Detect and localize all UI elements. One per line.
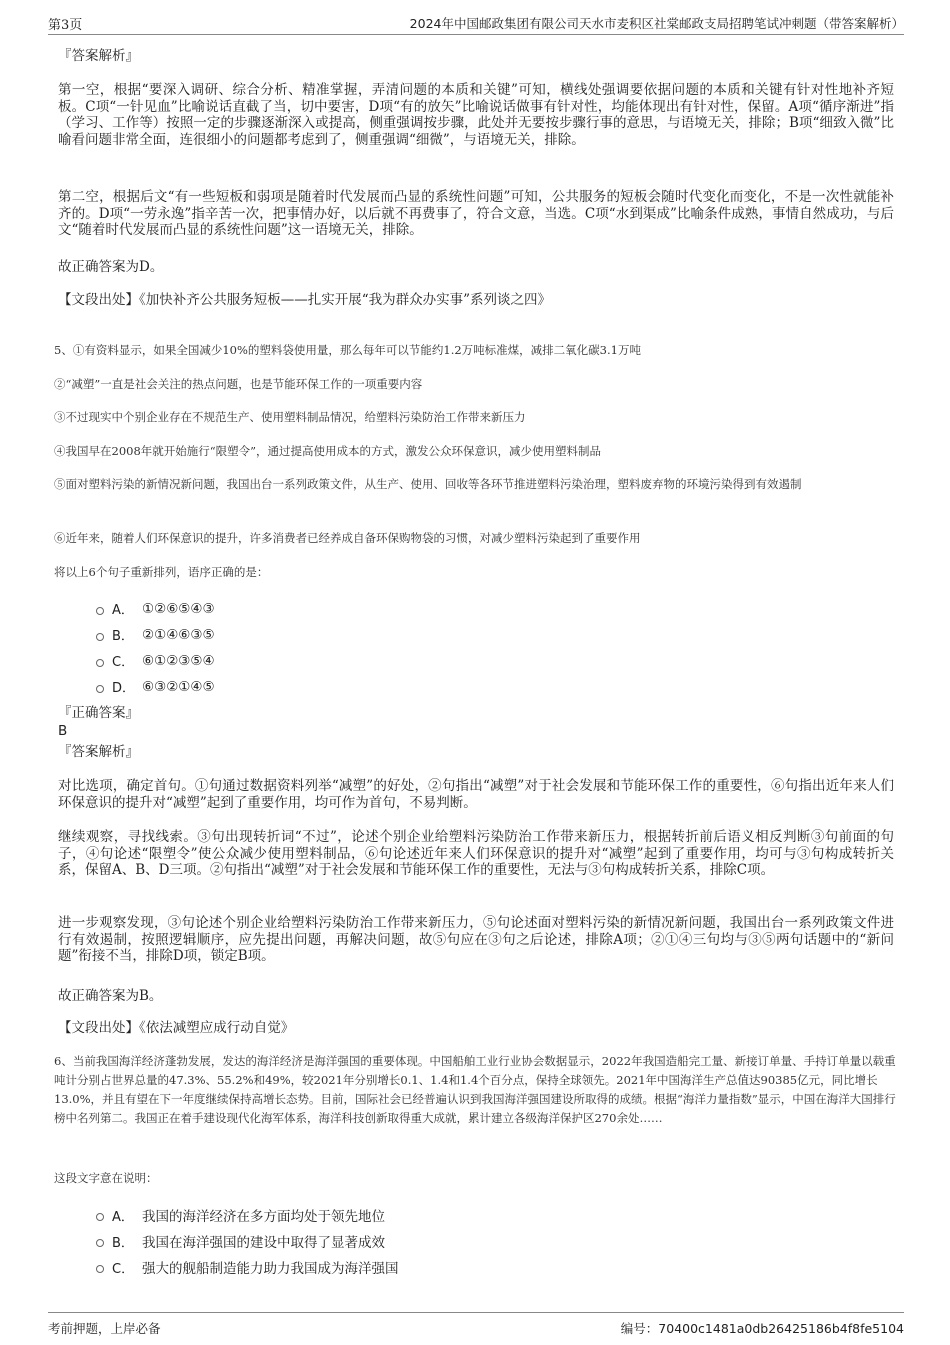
q5-sentence-6: ⑥近年来，随着人们环保意识的提升，许多消费者已经养成自备环保购物袋的习惯，对减少塑料污染起到了重要作用 bbox=[54, 531, 641, 545]
option-letter: D． bbox=[112, 681, 136, 696]
q6-option-b[interactable] bbox=[96, 1231, 385, 1251]
radio-icon[interactable] bbox=[96, 1265, 104, 1273]
q5-answer-label: 『正确答案』 bbox=[58, 705, 139, 721]
q5-sentence-1: 5、①有资料显示，如果全国减少10%的塑料袋使用量，那么每年可以节能约1.2万吨标准煤，减排二氧化碳3.1万吨 bbox=[54, 343, 641, 357]
page-header bbox=[48, 14, 904, 35]
q5-option-b[interactable] bbox=[96, 625, 215, 644]
option-letter: B． bbox=[112, 1235, 134, 1251]
radio-icon[interactable] bbox=[96, 685, 104, 693]
q5-analysis-label: 『答案解析』 bbox=[58, 744, 139, 760]
option-letter: B． bbox=[112, 629, 134, 644]
q5-option-a[interactable] bbox=[96, 599, 215, 618]
option-letter: C． bbox=[112, 655, 135, 670]
option-letter: C． bbox=[112, 1261, 135, 1277]
q5-analysis-para1: 对比选项，确定首句。①句通过数据资料列举“减塑”的好处，②句指出“减塑”对于社会发展和节能环保工作的重要性，⑥句指出近年来人们环保意识的提升对“减塑”起到了重要作用，均可作为首句，不易判断。 bbox=[58, 778, 894, 811]
document-code: 编号：70400c1481a0db26425186b4f8fe5104 bbox=[620, 1321, 904, 1336]
radio-icon[interactable] bbox=[96, 1213, 104, 1221]
option-text: ②①④⑥③⑤ bbox=[142, 626, 215, 643]
q5-analysis-para3: 进一步观察发现，③句论述个别企业给塑料污染防治工作带来新压力，⑤句论述面对塑料污染的新情况新问题，我国出台一系列政策文件进行有效遏制，按照逻辑顺序，应先提出问题，再解决问题，故⑤句应在③句之后论述，排除A项；②①④三句均与③⑤两句话题中的“新问题”衔接不当，排除D项，锁定B项。 bbox=[58, 915, 894, 964]
q5-source: 【文段出处】《依法减塑应成行动自觉》 bbox=[58, 1020, 295, 1036]
q5-prompt: 将以上6个句子重新排列，语序正确的是： bbox=[54, 565, 269, 579]
q4-analysis-label: 『答案解析』 bbox=[58, 48, 139, 64]
footer-slogan: 考前押题，上岸必备 bbox=[48, 1321, 161, 1336]
q5-analysis-para2: 继续观察，寻找线索。③句出现转折词“不过”，论述个别企业给塑料污染防治工作带来新压力，根据转折前后语义相反判断③句前面的句子，④句论述“限塑令”使公众减少使用塑料制品，⑥句论述近年来人们环保意识的提升对“减塑”起到了重要作用，均可与③句构成转折关系，保留A、B、D三项。②句指出“减塑”对于社会发展和节能环保工作的重要性，无法与③句构成转折关系，排除C项。 bbox=[58, 829, 894, 878]
option-text: ⑥①②③⑤④ bbox=[142, 652, 215, 669]
option-letter: A． bbox=[112, 603, 134, 618]
option-letter: A． bbox=[112, 1209, 134, 1225]
option-text: 我国的海洋经济在多方面均处于领先地位 bbox=[142, 1209, 385, 1225]
q6-option-c[interactable] bbox=[96, 1257, 399, 1277]
q5-sentence-2: ②“减塑”一直是社会关注的热点问题，也是节能环保工作的一项重要内容 bbox=[54, 377, 423, 391]
q5-conclusion: 故正确答案为B。 bbox=[58, 988, 163, 1004]
q6-stem: 6、当前我国海洋经济蓬勃发展，发达的海洋经济是海洋强国的重要体现。中国船舶工业行业协会数据显示，2022年我国造船完工量、新接订单量、手持订单量以载重吨计分别占世界总量的47.3%、55.2%和49%，较2021年分别增长0.1、1.4和1.4个百分点，保持全球领先。2021年中国海洋生产总值达90385亿元，同比增长13.0%，并且有望在下一年度继续保持高增长态势。目前，国际社会已经普遍认识到我国海洋强国建设所取得的成绩。根据“海洋力量指数”显示，中国在海洋大国排行榜中名列第二。我国正在着手建设现代化海军体系，海洋科技创新取得重大成就，累计建立各级海洋保护区270余处…… bbox=[54, 1054, 896, 1125]
option-text: 我国在海洋强国的建设中取得了显著成效 bbox=[142, 1235, 385, 1251]
q5-sentence-5: ⑤面对塑料污染的新情况新问题，我国出台一系列政策文件，从生产、使用、回收等各环节推进塑料污染治理，塑料废弃物的环境污染得到有效遏制 bbox=[54, 477, 802, 491]
page-footer bbox=[48, 1312, 904, 1337]
q5-sentence-4: ④我国早在2008年就开始施行“限塑令”，通过提高使用成本的方式，激发公众环保意识，减少使用塑料制品 bbox=[54, 444, 602, 458]
page-number: 第3页 bbox=[48, 18, 83, 33]
option-text: ①②⑥⑤④③ bbox=[142, 600, 215, 617]
radio-icon[interactable] bbox=[96, 633, 104, 641]
option-text: ⑥③②①④⑤ bbox=[142, 678, 215, 695]
document-title: 2024年中国邮政集团有限公司天水市麦积区社棠邮政支局招聘笔试冲刺题（带答案解析） bbox=[409, 16, 904, 31]
q5-sentence-3: ③不过现实中个别企业存在不规范生产、使用塑料制品情况，给塑料污染防治工作带来新压力 bbox=[54, 410, 526, 424]
q4-analysis-para1: 第一空，根据“要深入调研、综合分析、精准掌握，弄清问题的本质和关键”可知，横线处强调要依据问题的本质和关键有针对性地补齐短板。C项“一针见血”比喻说话直截了当，切中要害，D项“有的放矢”比喻说话做事有针对性，均能体现出有针对性，保留。A项“循序渐进”指（学习、工作等）按照一定的步骤逐渐深入或提高，侧重强调按步骤，此处并无要按步骤行事的意思，与语境无关，排除；B项“细致入微”比喻看问题非常全面，连很细小的问题都考虑到了，侧重强调“细微”，与语境无关，排除。 bbox=[58, 82, 894, 148]
radio-icon[interactable] bbox=[96, 1239, 104, 1247]
q5-option-c[interactable] bbox=[96, 651, 215, 670]
radio-icon[interactable] bbox=[96, 607, 104, 615]
option-text: 强大的舰船制造能力助力我国成为海洋强国 bbox=[142, 1261, 399, 1277]
q6-option-a[interactable] bbox=[96, 1205, 385, 1225]
q5-answer: B bbox=[58, 723, 68, 739]
q4-conclusion: 故正确答案为D。 bbox=[58, 259, 164, 275]
q6-prompt: 这段文字意在说明： bbox=[54, 1171, 158, 1185]
q4-source: 【文段出处】《加快补齐公共服务短板——扎实开展“我为群众办实事”系列谈之四》 bbox=[58, 292, 552, 308]
q4-analysis-para2: 第二空，根据后文“有一些短板和弱项是随着时代发展而凸显的系统性问题”可知，公共服务的短板会随时代变化而变化，不是一次性就能补齐的。D项“一劳永逸”指辛苦一次，把事情办好，以后就不再费事了，符合文意，当选。C项“水到渠成”比喻条件成熟，事情自然成功，与后文“随着时代发展而凸显的系统性问题”这一语境无关，排除。 bbox=[58, 189, 894, 238]
q5-option-d[interactable] bbox=[96, 677, 215, 696]
radio-icon[interactable] bbox=[96, 659, 104, 667]
